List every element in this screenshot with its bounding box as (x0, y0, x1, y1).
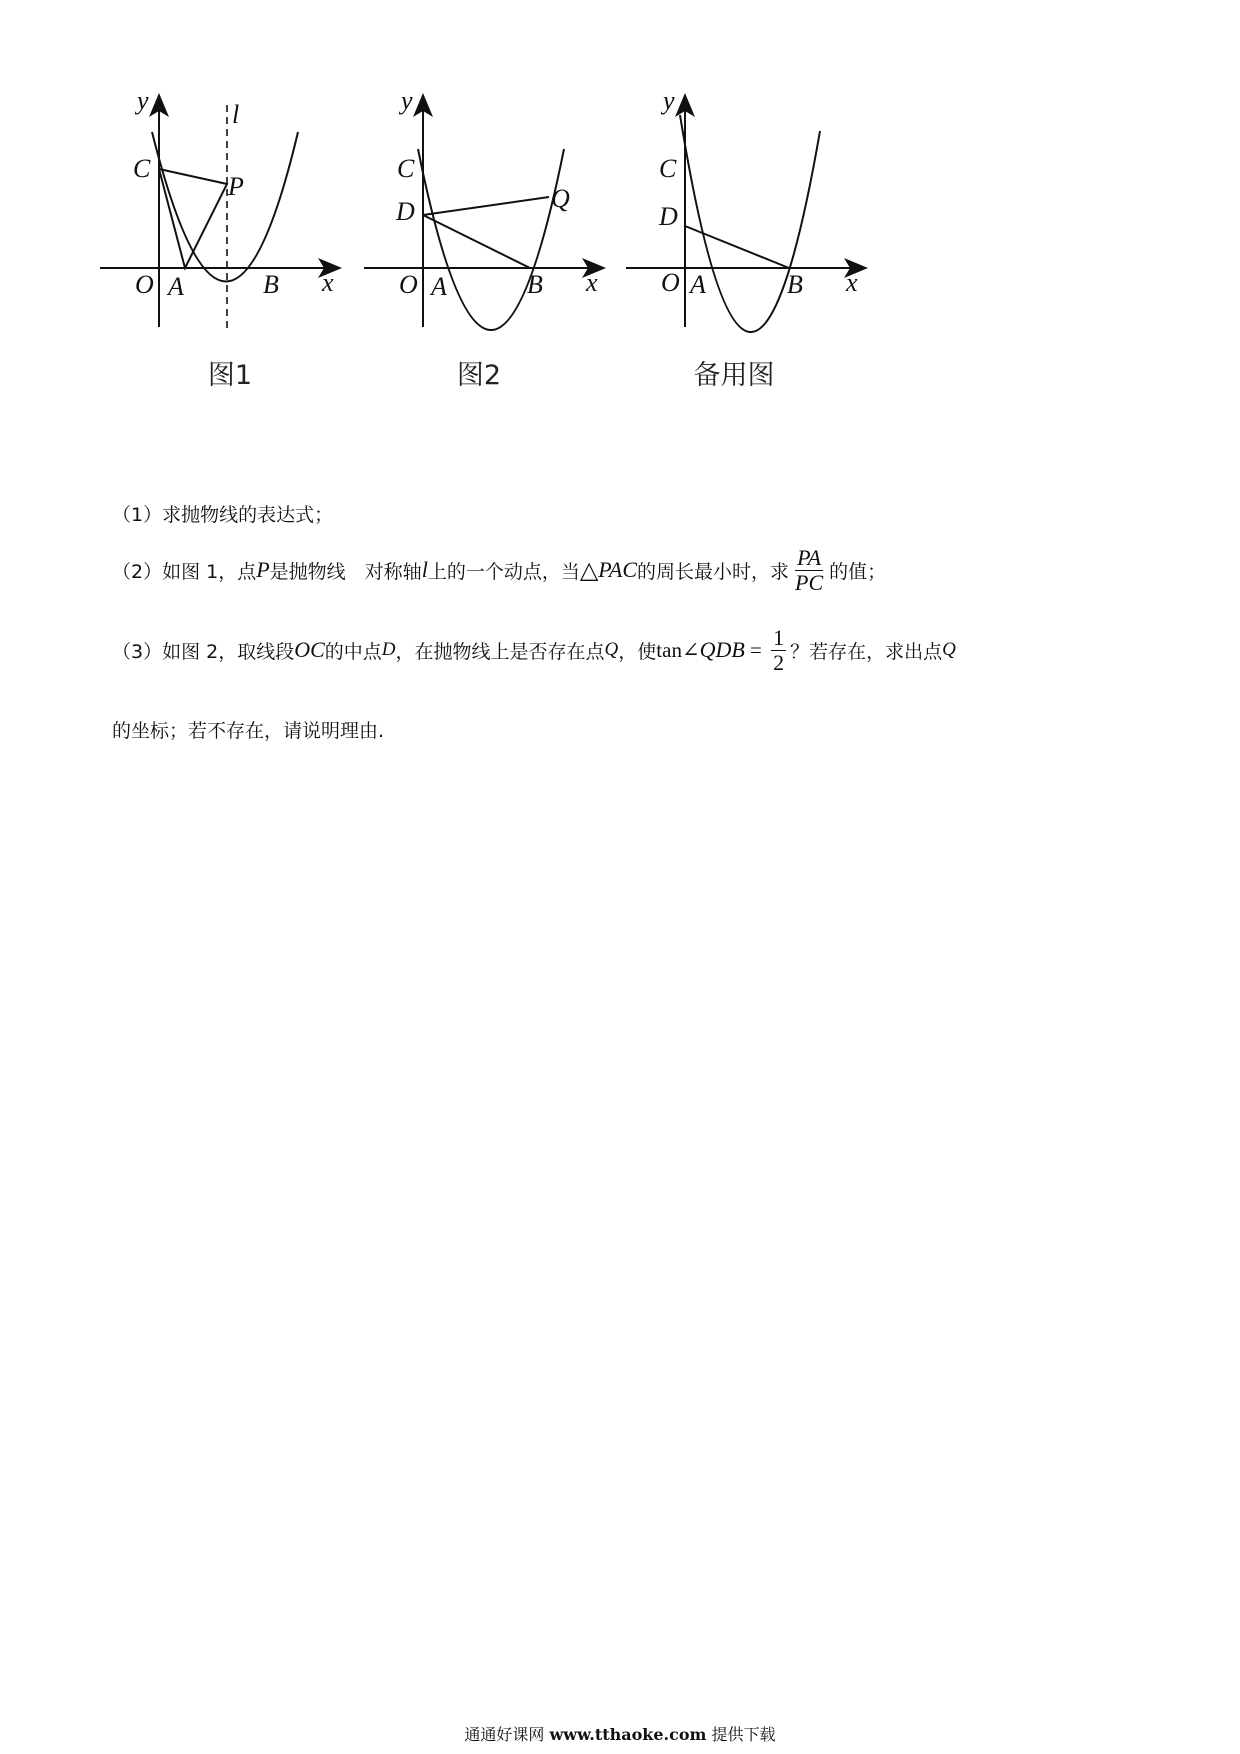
q3-var-qdb: QDB (699, 637, 745, 662)
label-c: C (659, 154, 677, 183)
q3-part2: 的中点 (324, 640, 382, 663)
label-p: P (228, 172, 244, 201)
figure-1-graph (100, 85, 360, 345)
label-c: C (397, 154, 415, 183)
label-l: l (232, 100, 240, 129)
q2-var-pac: PAC (598, 557, 638, 582)
label-a: A (431, 272, 447, 301)
q3-frac-denominator: 2 (773, 649, 785, 675)
q3-tan: tan (656, 637, 682, 662)
label-x: x (586, 268, 598, 297)
q2-frac-denominator: PC (795, 569, 824, 595)
q2-frac-numerator: PA (797, 544, 822, 570)
q3-part1: （3）如图 2，取线段 (112, 640, 295, 663)
question-2 (112, 540, 1112, 600)
figure-2 (364, 85, 624, 391)
label-d: D (396, 197, 415, 226)
q3-part4: ，使 (618, 640, 657, 663)
label-c: C (133, 154, 151, 183)
figure-1-caption: 图1 (207, 360, 253, 391)
q2-part2: 是抛物线 对称轴 (269, 560, 422, 583)
q2-triangle-symbol: △ (579, 557, 599, 584)
q3-fraction-one-half (771, 626, 786, 675)
q2-part5: 的值； (829, 560, 887, 583)
parabola (418, 149, 564, 330)
q3-part3: ，在抛物线上是否存在点 (395, 640, 605, 663)
figure-3-caption: 备用图 (693, 360, 775, 391)
label-a: A (690, 270, 706, 299)
q3-equals: = (744, 637, 768, 662)
q3-var-d: D (381, 639, 396, 660)
figure-2-caption: 图2 (456, 360, 502, 391)
label-o: O (661, 268, 680, 297)
q3-var-q2: Q (942, 639, 956, 660)
segment-dq (423, 197, 549, 215)
footer-url: www.tthaoke.com (549, 1725, 707, 1744)
parabola (152, 132, 298, 282)
figure-2-graph (364, 85, 624, 345)
q3-part5: ？若存在，求出点 (790, 640, 943, 663)
figure-3 (626, 85, 886, 391)
label-o: O (399, 270, 418, 299)
parabola (680, 115, 820, 332)
q2-fraction-pa-pc (793, 546, 825, 595)
label-b: B (263, 270, 279, 299)
label-b: B (787, 270, 803, 299)
page-footer (0, 1722, 1240, 1745)
label-y: y (663, 86, 675, 115)
label-x: x (322, 268, 334, 297)
footer-site-name: 通通好课网 (464, 1725, 545, 1744)
q2-part4: 的周长最小时，求 (637, 560, 790, 583)
label-q: Q (551, 184, 570, 213)
figures-row (100, 85, 1000, 445)
question-1-text: （1）求抛物线的表达式； (112, 504, 334, 526)
q2-part1: （2）如图 1，点 (112, 560, 257, 583)
figure-3-graph (626, 85, 886, 345)
q3-line2: 的坐标；若不存在，请说明理由. (112, 720, 385, 742)
question-1 (112, 500, 1112, 527)
footer-suffix: 提供下载 (711, 1725, 776, 1744)
q2-var-l: l (421, 557, 428, 582)
figure-1 (100, 85, 360, 391)
q3-var-oc: OC (294, 637, 325, 662)
q3-var-q: Q (604, 639, 619, 660)
triangle-pac (159, 169, 227, 268)
label-b: B (527, 270, 543, 299)
question-3 (112, 620, 1112, 680)
segment-db (685, 226, 789, 268)
label-y: y (137, 86, 149, 115)
question-3-line-2 (112, 716, 1112, 743)
label-d: D (659, 202, 678, 231)
q3-frac-numerator: 1 (773, 624, 785, 650)
q2-part3: 上的一个动点，当 (427, 560, 580, 583)
q3-angle-symbol: ∠ (681, 637, 700, 662)
label-o: O (135, 270, 154, 299)
label-y: y (401, 86, 413, 115)
q2-var-p: P (256, 557, 270, 582)
label-x: x (846, 268, 858, 297)
label-a: A (168, 272, 184, 301)
